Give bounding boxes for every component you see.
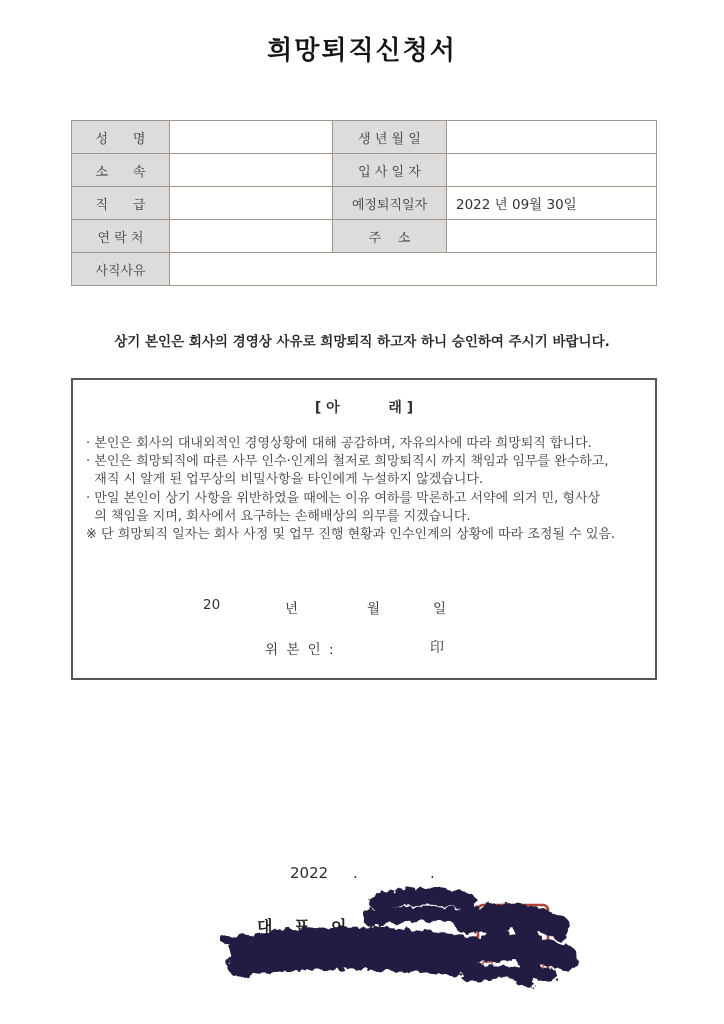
redaction-scribble	[224, 896, 565, 977]
footer-year: 2022	[290, 864, 329, 882]
planned-resignation-date-label: 예정퇴직일자	[333, 187, 447, 220]
seal-placeholder-char: 印	[430, 640, 444, 656]
position-field[interactable]	[170, 187, 333, 220]
table-row	[72, 220, 657, 253]
hire-date-label: 입 사 일 자	[333, 154, 447, 187]
terms-line: · 본인은 희망퇴직에 따른 사무 인수·인계의 철저로 희망퇴직시 까지 책임과 임무를 완수하고,	[86, 454, 609, 470]
resignation-reason-field[interactable]	[170, 253, 657, 286]
table-row	[72, 253, 657, 286]
date-month-suffix: 월	[367, 601, 381, 617]
table-row	[72, 154, 657, 187]
terms-line: · 만일 본인이 상기 사항을 위반하였을 때에는 이유 여하를 막론하고 서약에 의거 민, 형사상	[86, 490, 601, 506]
department-label: 소 속	[72, 154, 170, 187]
table-row	[72, 121, 657, 154]
department-field[interactable]	[170, 154, 333, 187]
page-title: 희망퇴직신청서	[267, 36, 457, 66]
terms-line: · 본인은 회사의 대내외적인 경영상황에 대해 공감하며, 자유의사에 따라 희망퇴직 합니다.	[86, 436, 592, 451]
birthdate-label: 생 년 월 일	[333, 121, 447, 154]
contact-field[interactable]	[170, 220, 333, 253]
name-label: 성 명	[72, 121, 170, 154]
name-field[interactable]	[170, 121, 333, 154]
footer-month-dot: .	[353, 864, 358, 882]
signature-area	[220, 872, 590, 1012]
footer-day-dot: .	[430, 864, 435, 882]
date-day-suffix: 일	[433, 601, 447, 617]
table-row	[72, 187, 657, 220]
ceo-title-label: 대 표 이 사	[257, 917, 392, 936]
position-label: 직 급	[72, 187, 170, 220]
terms-lines	[86, 435, 647, 544]
contact-label: 연 락 처	[72, 220, 170, 253]
terms-line: 의 책임을 지며, 회사에서 요구하는 손해배상의 의무를 지겠습니다.	[86, 508, 471, 524]
signer-label: 위 본 인 :	[265, 642, 336, 658]
terms-note-line: ※ 단 희망퇴직 일자는 회사 사정 및 업무 진행 현황과 인수인계의 상황에 따라 조정될 수 있음.	[86, 527, 616, 543]
terms-box	[71, 378, 657, 680]
address-field[interactable]	[447, 220, 657, 253]
planned-resignation-date-value[interactable]: 2022 년 09월 30일	[447, 187, 657, 220]
date-year-prefix[interactable]: 20	[203, 597, 221, 613]
birthdate-field[interactable]	[447, 121, 657, 154]
address-label: 주 소	[333, 220, 447, 253]
resignation-reason-label: 사직사유	[72, 253, 170, 286]
hire-date-field[interactable]	[447, 154, 657, 187]
applicant-info-table	[71, 120, 657, 286]
terms-line: 재직 시 알게 된 업무상의 비밀사항을 타인에게 누설하지 않겠습니다.	[86, 472, 484, 488]
approval-request-statement: 상기 본인은 회사의 경영상 사유로 희망퇴직 하고자 하니 승인하여 주시기 바랍니다.	[114, 334, 610, 350]
date-year-suffix: 년	[285, 601, 299, 617]
signature-date-line	[203, 597, 448, 615]
terms-heading: [ 아 래 ]	[314, 400, 414, 416]
